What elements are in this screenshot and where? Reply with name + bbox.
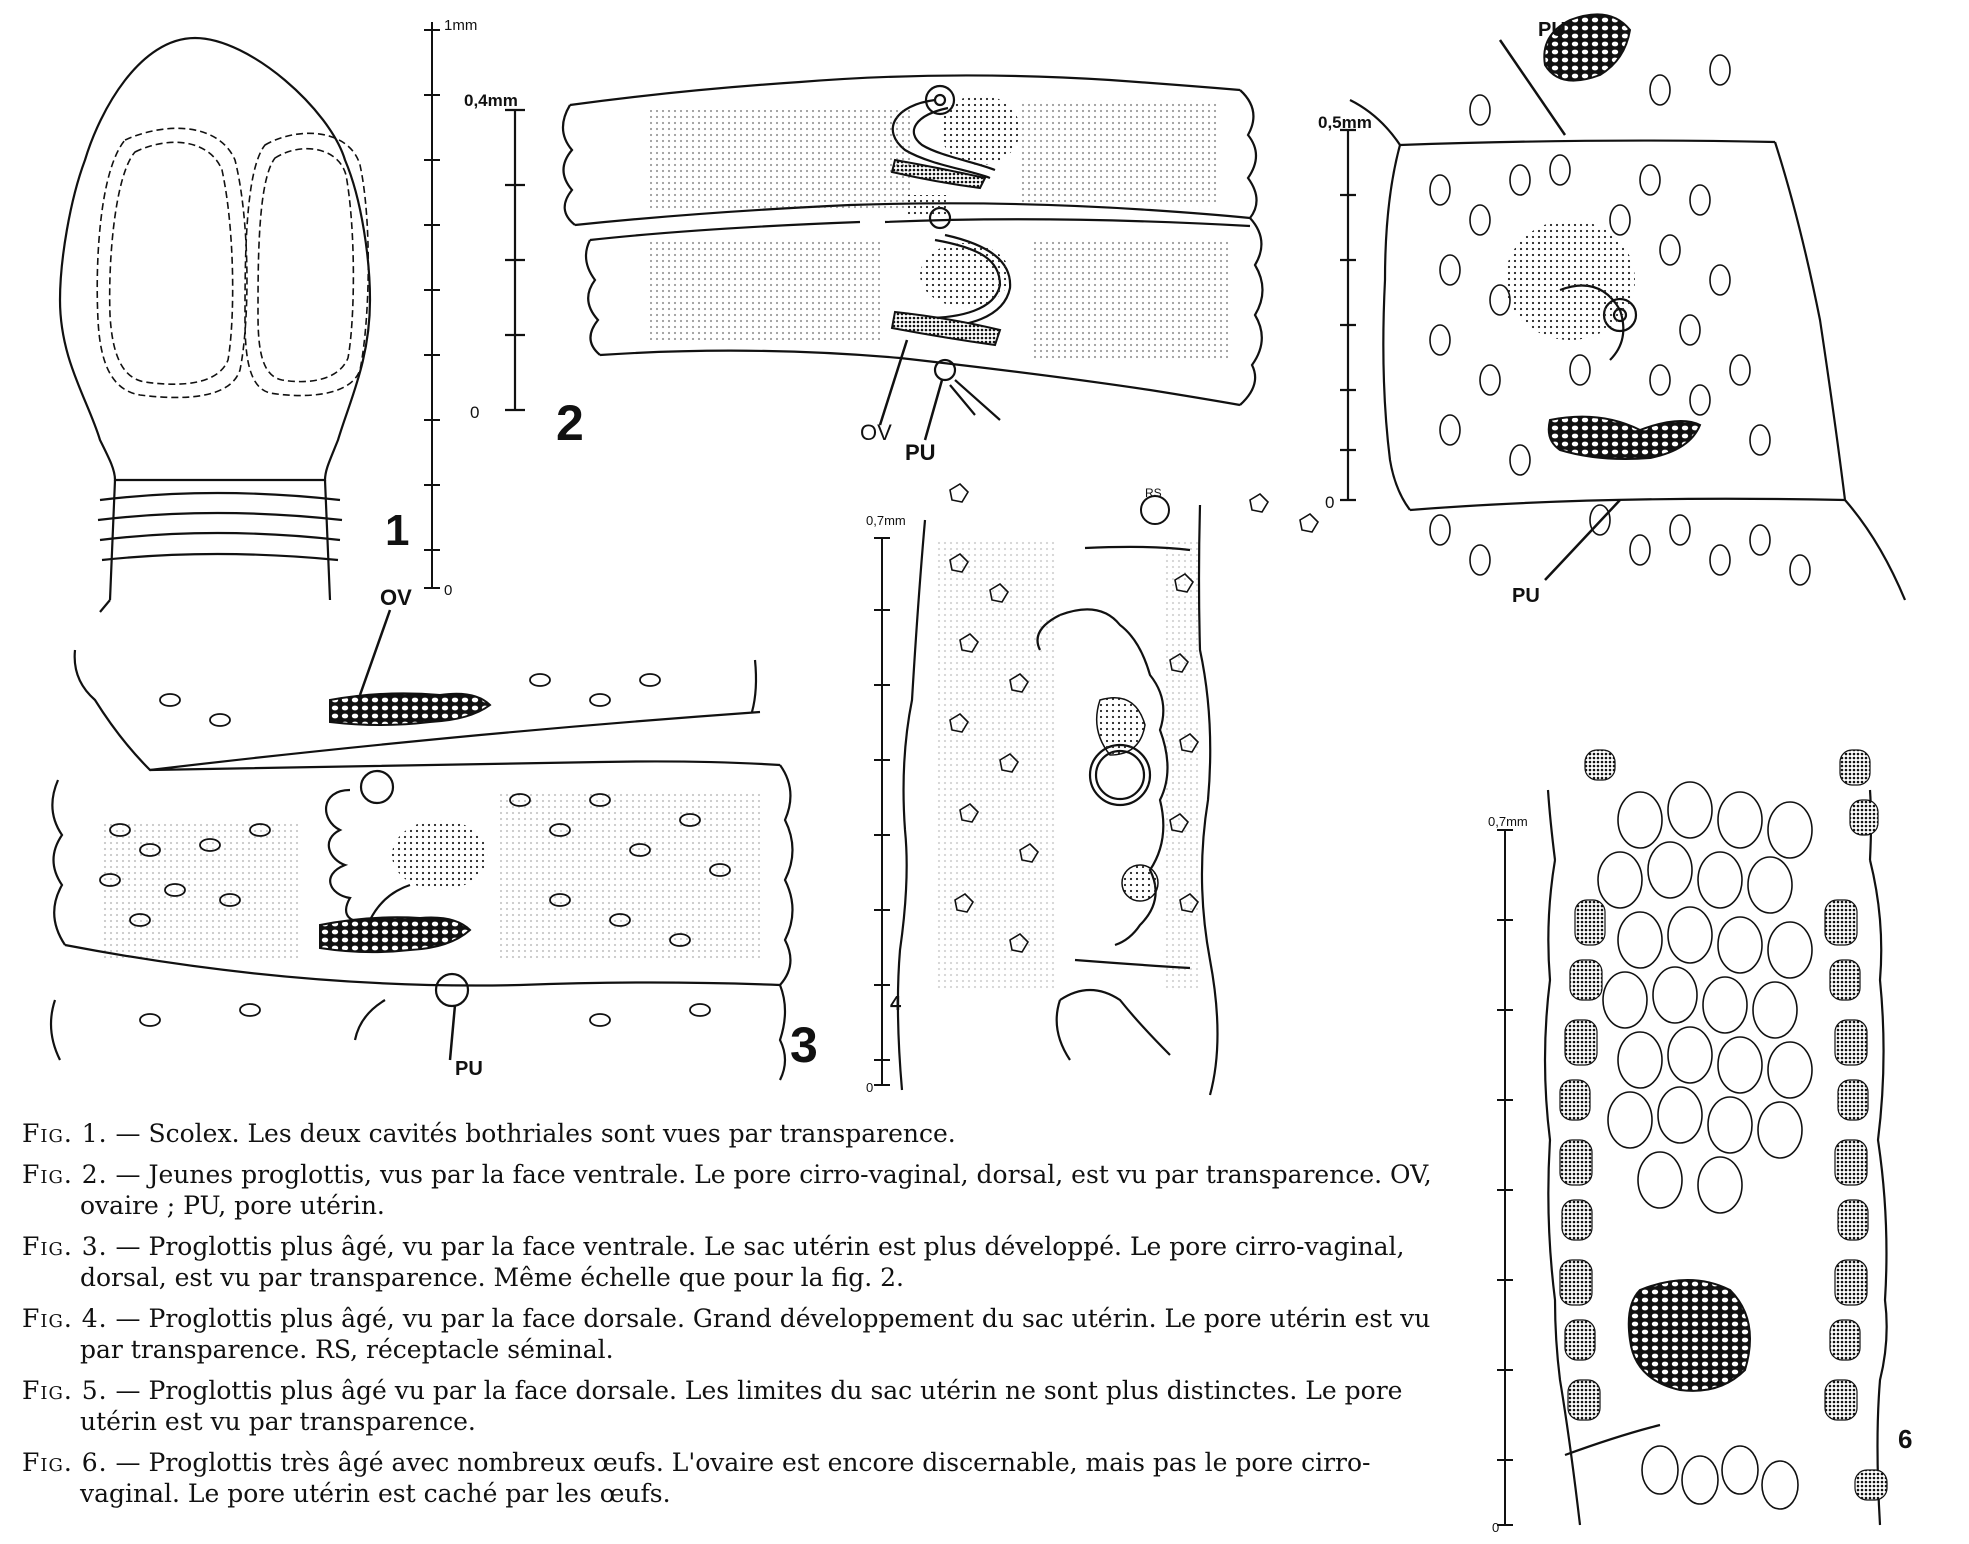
caption-text: — Proglottis plus âgé, vu par la face dorsale. Grand développement du sac utérin. Le pore utérin est vu par transparence. RS, réceptacle séminal. (80, 1304, 1431, 1364)
caption-prefix: Fig. 2. (22, 1160, 108, 1189)
fig3-label-ov: OV (380, 585, 412, 610)
fig6-eggs (1598, 782, 1812, 1509)
caption-fig-3 (22, 1231, 1442, 1293)
fig3-ovary-upper (330, 693, 490, 725)
fig2-scale-top: 0,4mm (464, 91, 518, 110)
caption-text: — Jeunes proglottis, vus par la face ventrale. Le pore cirro-vaginal, dorsal, est vu par transparence. OV, ovaire ; PU, pore utérin. (80, 1160, 1432, 1220)
fig1-scale-top: 1mm (444, 17, 478, 34)
fig3-ovary-lower (320, 917, 470, 952)
fig4-label-rs: RS (1145, 486, 1162, 500)
fig3-number: 3 (790, 1017, 818, 1073)
fig6-number: 6 (1898, 1424, 1913, 1454)
caption-fig-1 (22, 1118, 1442, 1149)
fig2-ovary-upper (940, 95, 1020, 165)
fig4-number: 4 (890, 993, 902, 1015)
fig1-scale-bottom: 0 (444, 582, 453, 599)
caption-text: — Proglottis plus âgé, vu par la face ventrale. Le sac utérin est plus développé. Le pore cirro-vaginal, dorsal, est vu par transparence. Même échelle que pour la fig. 2. (80, 1232, 1405, 1292)
figure-5-dorsal-proglottid (1340, 40, 1905, 600)
figure-captions (22, 1118, 1442, 1519)
fig5-ovary (1549, 417, 1700, 459)
caption-fig-2 (22, 1159, 1442, 1221)
fig5-scale-bottom: 0 (1325, 493, 1335, 512)
fig2-label-ov: OV (860, 420, 892, 445)
caption-fig-6 (22, 1447, 1442, 1509)
fig3-gland (392, 820, 488, 890)
fig4-scale-bottom: 0 (866, 1080, 874, 1095)
fig4-scale-top: 0,7mm (866, 513, 906, 528)
fig2-number: 2 (556, 395, 584, 451)
fig6-scale-top: 0,7mm (1488, 814, 1528, 829)
caption-prefix: Fig. 3. (22, 1232, 108, 1261)
caption-prefix: Fig. 6. (22, 1448, 108, 1477)
caption-text: — Scolex. Les deux cavités bothriales sont vues par transparence. (115, 1119, 956, 1148)
fig5-label-pu-top: PU (1538, 19, 1566, 41)
figure-1-scolex (60, 22, 440, 612)
caption-prefix: Fig. 5. (22, 1376, 108, 1405)
fig1-number: 1 (385, 506, 410, 555)
fig6-ovary (1629, 1280, 1750, 1391)
fig2-label-pu: PU (905, 440, 936, 465)
fig2-scale-bottom: 0 (470, 403, 480, 422)
fig5-gland (1505, 220, 1635, 340)
caption-prefix: Fig. 1. (22, 1119, 108, 1148)
caption-prefix: Fig. 4. (22, 1304, 108, 1333)
caption-fig-5 (22, 1375, 1442, 1437)
caption-text: — Proglottis très âgé avec nombreux œufs. L'ovaire est encore discernable, mais pas le pore cirro-vaginal. Le pore utérin est caché par les œufs. (80, 1448, 1371, 1508)
caption-fig-4 (22, 1303, 1442, 1365)
caption-text: — Proglottis plus âgé vu par la face dorsale. Les limites du sac utérin ne sont plus distinctes. Le pore utérin est vu par transparence. (80, 1376, 1403, 1436)
fig5-label-pu-bottom: PU (1512, 585, 1540, 607)
fig5-scale-top: 0,5mm (1318, 113, 1372, 132)
fig6-scale-bottom: 0 (1492, 1520, 1500, 1535)
fig2-gland-lower (920, 243, 1010, 307)
fig3-label-pu: PU (455, 1058, 483, 1080)
